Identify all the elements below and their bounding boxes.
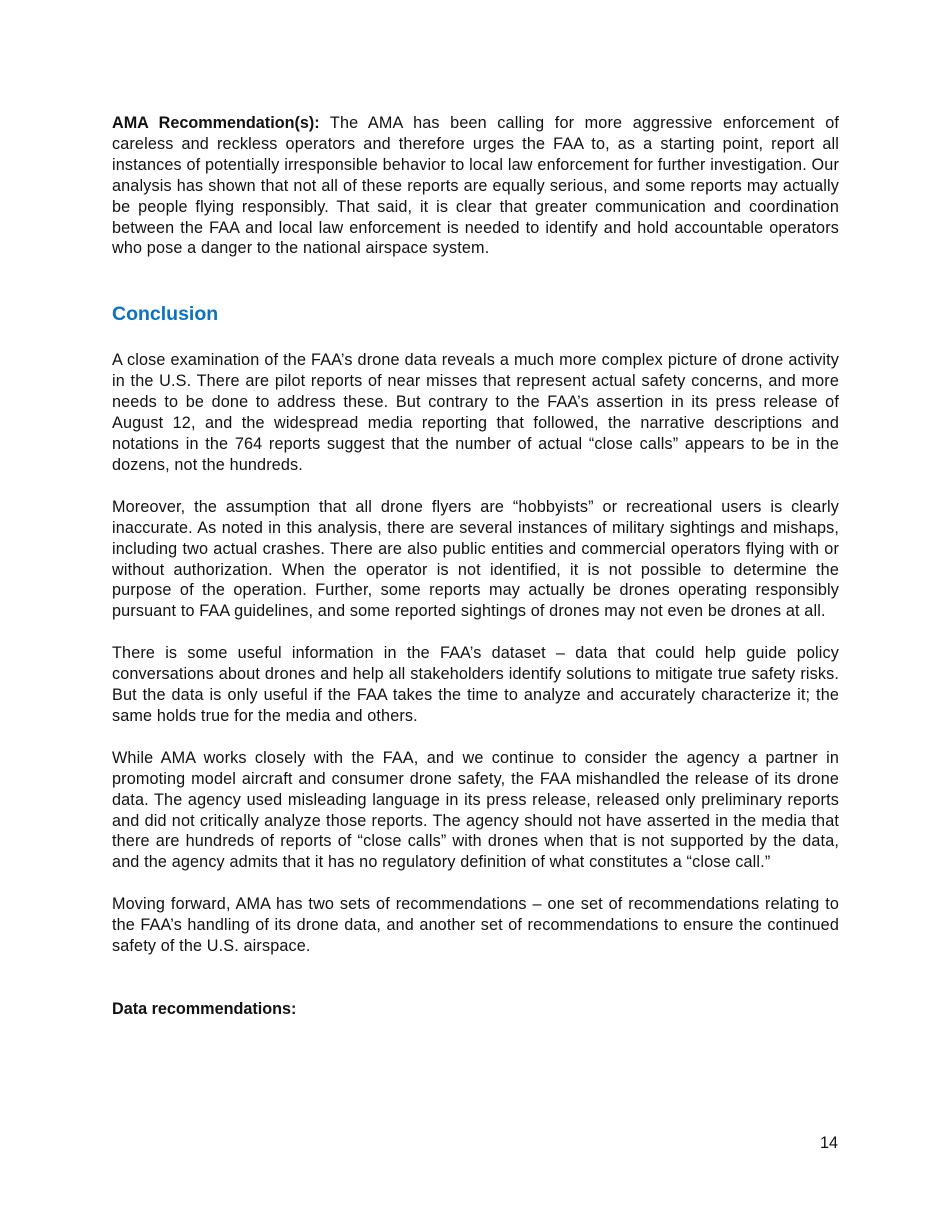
conclusion-paragraph-4: While AMA works closely with the FAA, and we continue to consider the agency a partner in promoting model aircraft and consumer drone safety, the FAA mishandled the release of its drone data. The agency used misleading language in its press release, released only preliminary reports and did not critically analyze those reports. The agency should not have asserted in the media that there are hundreds of reports of “close calls” with drones when that is not supported by the data, and the agency admits that it has no regulatory definition of what constitutes a “close call.” bbox=[112, 748, 839, 872]
ama-recommendation-paragraph bbox=[112, 113, 839, 259]
conclusion-paragraph-1: A close examination of the FAA’s drone data reveals a much more complex picture of drone activity in the U.S. There are pilot reports of near misses that represent actual safety concerns, and more needs to be done to address these. But contrary to the FAA’s assertion in its press release of August 12, and the widespread media reporting that followed, the narrative descriptions and notations in the 764 reports suggest that the number of actual “close calls” appears to be in the dozens, not the hundreds. bbox=[112, 351, 839, 474]
page-number: 14 bbox=[819, 1134, 838, 1152]
conclusion-paragraph-2: Moreover, the assumption that all drone flyers are “hobbyists” or recreational users is clearly inaccurate. As noted in this analysis, there are several instances of military sightings and mishaps, including two actual crashes. There are also public entities and commercial operators flying with or without authorization. When the operator is not identified, it is not possible to determine the purpose of the operation. Further, some reports may actually be drones operating responsibly pursuant to FAA guidelines, and some reported sightings of drones may not even be drones at all. bbox=[112, 497, 839, 621]
conclusion-paragraph-3: There is some useful information in the FAA’s dataset – data that could help guide policy conversations about drones and help all stakeholders identify solutions to mitigate true safety risks. But the data is only useful if the FAA takes the time to analyze and accurately characterize it; the same holds true for the media and others. bbox=[112, 644, 839, 725]
conclusion-heading: Conclusion bbox=[112, 303, 219, 326]
data-recommendations-heading: Data recommendations: bbox=[112, 1000, 297, 1018]
document-page bbox=[112, 113, 839, 1020]
conclusion-paragraph-5: Moving forward, AMA has two sets of recommendations – one set of recommendations relating to the FAA’s handling of its drone data, and another set of recommendations to ensure the continued safety of the U.S. airspace. bbox=[112, 895, 839, 956]
recommendation-lead: AMA Recommendation(s): bbox=[112, 114, 320, 132]
recommendation-text: The AMA has been calling for more aggressive enforcement of careless and reckless operators and therefore urges the FAA to, as a starting point, report all instances of potentially irresponsible behavior to local law enforcement for further investigation. Our analysis has shown that not all of these reports are equally serious, and some reports may actually be people flying responsibly. That said, it is clear that greater communication and coordination between the FAA and local law enforcement is needed to identify and hold accountable operators who pose a danger to the national airspace system. bbox=[112, 114, 839, 258]
